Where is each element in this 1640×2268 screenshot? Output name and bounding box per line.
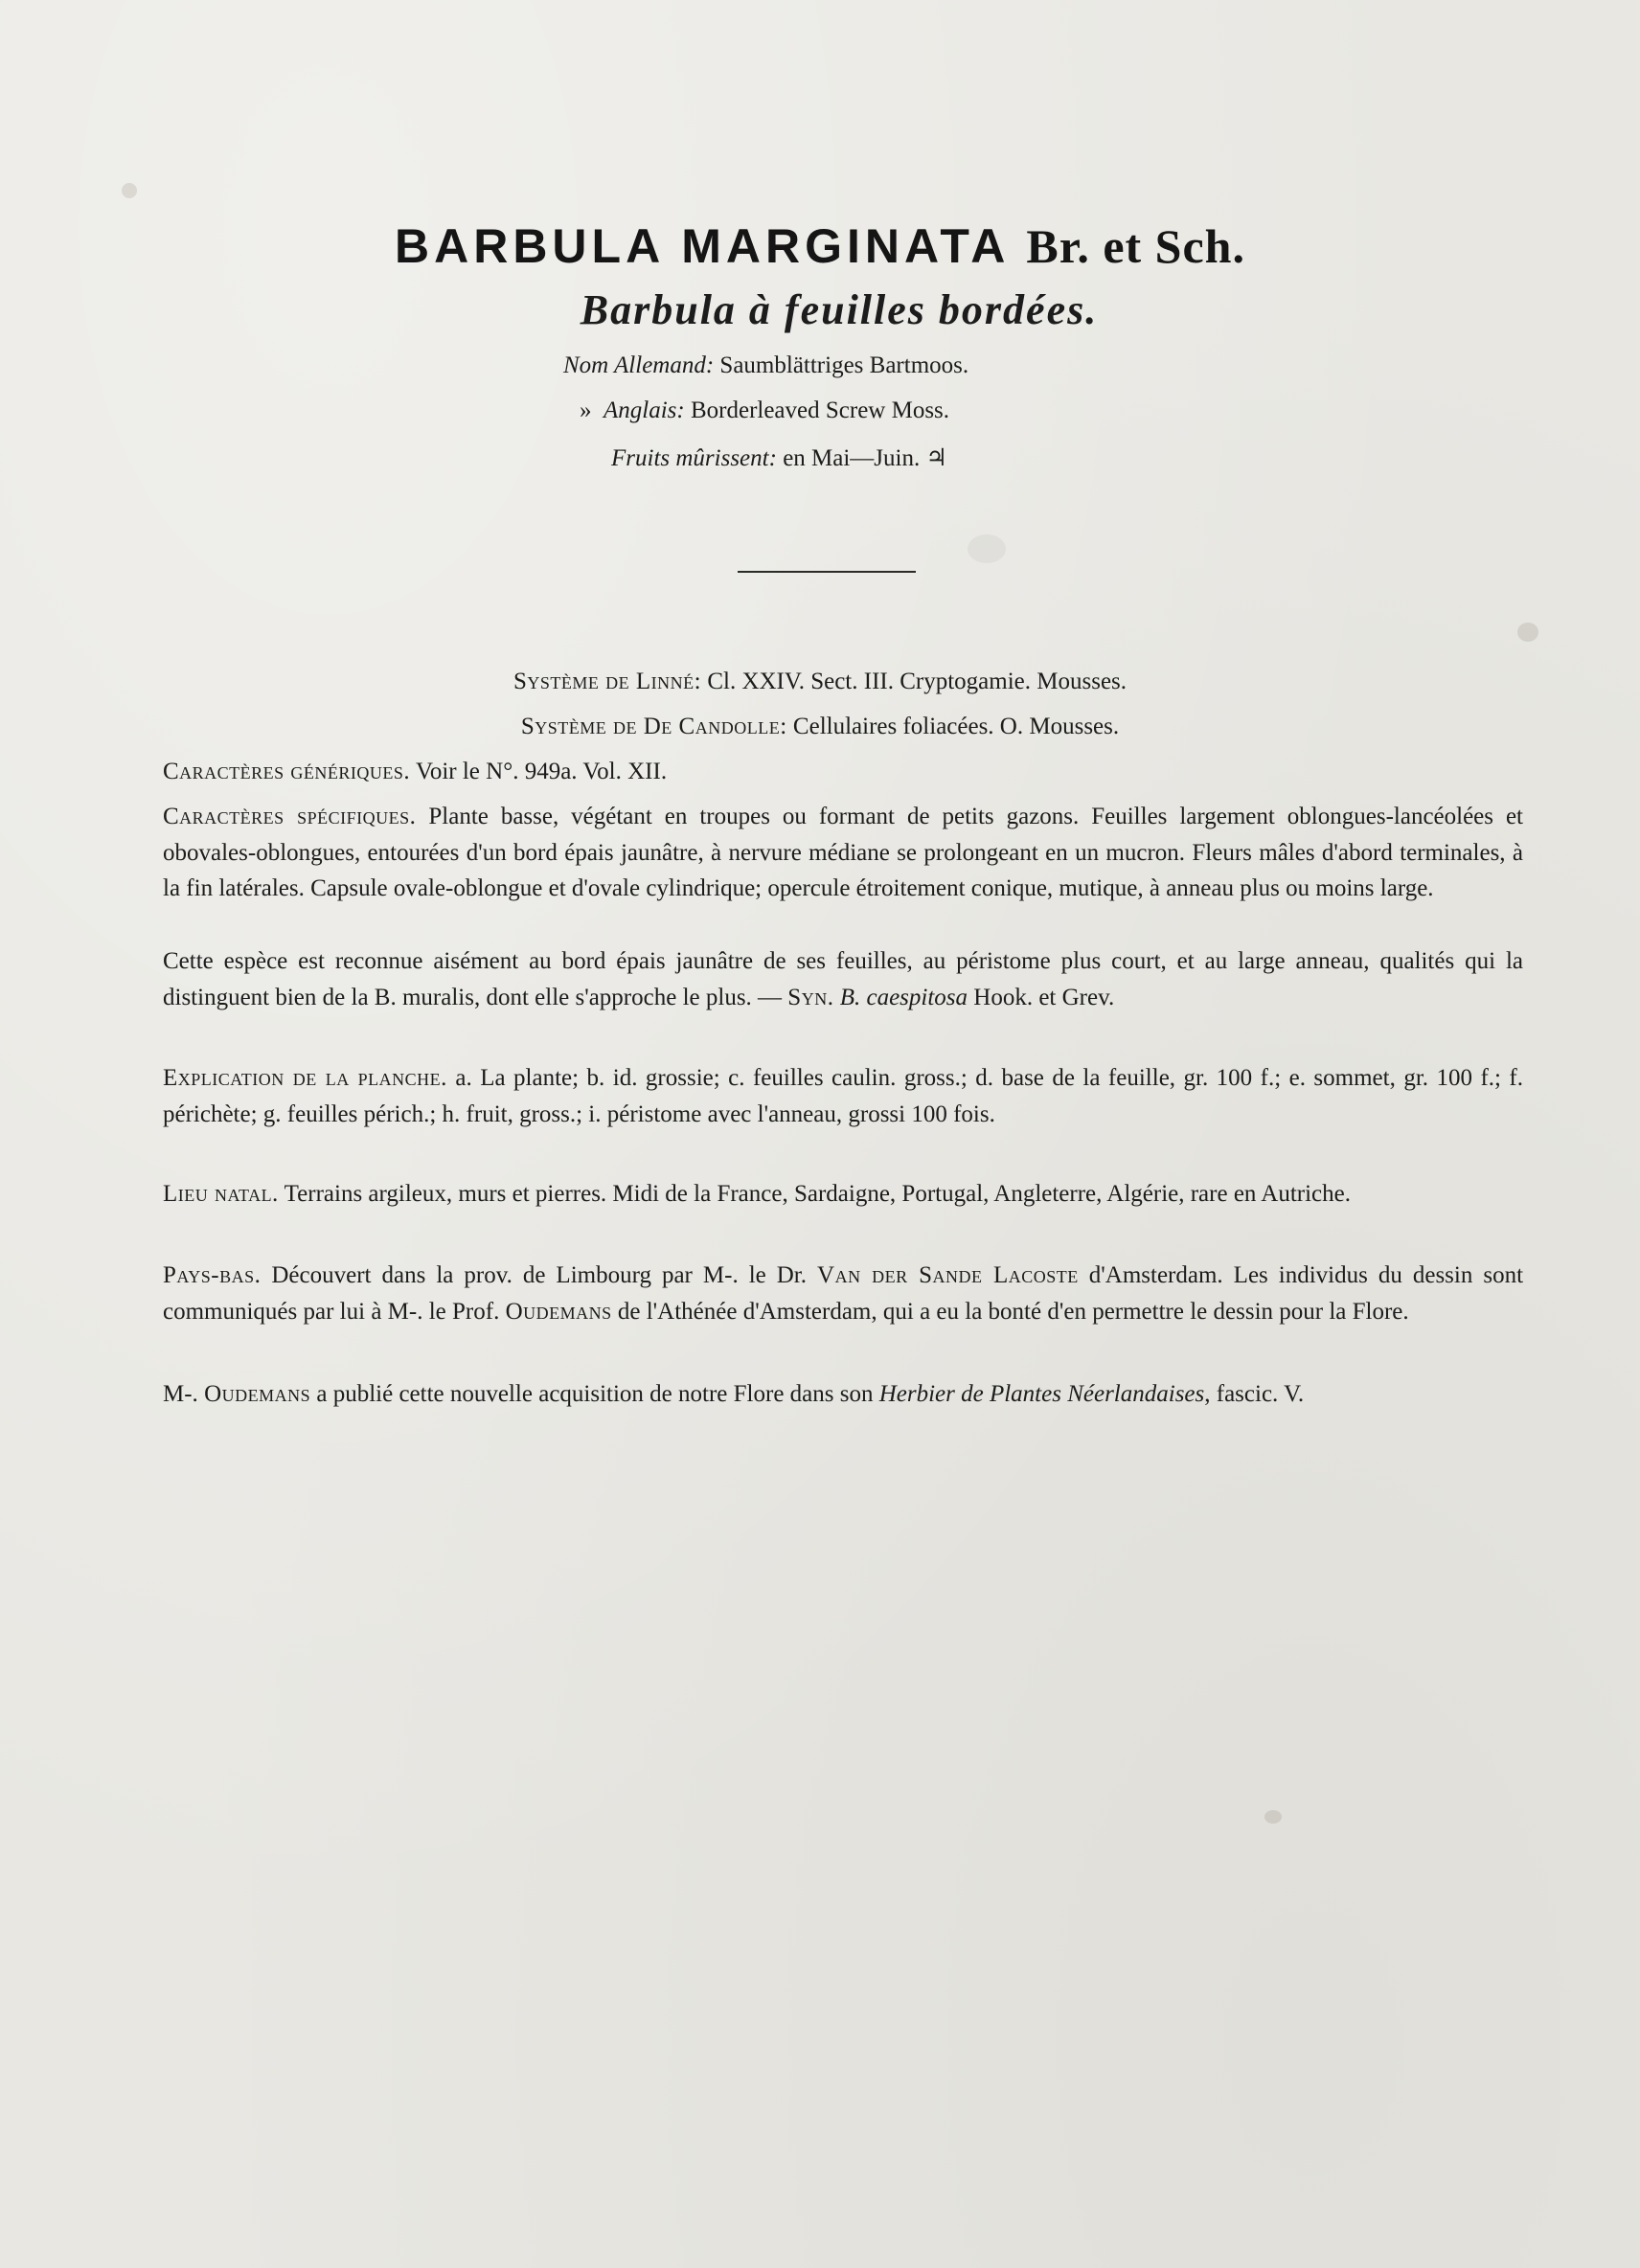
paper-spot — [1264, 1810, 1282, 1824]
name-label: Nom Allemand: — [563, 352, 715, 378]
paysbas-text-2: d'Amsterdam. Les individus du dessin sont communiqués par lui à M-. le Prof. — [163, 1262, 1524, 1325]
paper-spot — [1517, 623, 1538, 642]
system-linne-value: Cl. XXIV. Sect. III. Cryptogamie. Mousses. — [707, 669, 1128, 694]
divider-rule — [738, 571, 916, 573]
name-prefix: » — [580, 397, 592, 423]
system-candolle — [0, 713, 1640, 741]
specifiques-text: Plante basse, végétant en troupes ou formant de petits gazons. Feuilles largement oblongues-lancéolées et obovales-oblongues, entourées d'un bord épais jaunâtre, à nervure médiane se prolongeant en un mucron. Fleurs mâles d'abord terminales, à la fin latérales. Capsule ovale-oblongue et d'ovale cylindrique; opercule étroitement conique, mutique, à anneau plus ou moins large. — [163, 804, 1523, 901]
section-specifiques — [163, 799, 1523, 907]
syn-species: B. caespitosa — [839, 984, 968, 1010]
name-value: Borderleaved Screw Moss. — [690, 397, 950, 423]
paysbas-text-3: de l'Athénée d'Amsterdam, qui a eu la bonté d'en permettre le dessin pour la Flore. — [617, 1298, 1409, 1325]
lieu-text: Terrains argileux, murs et pierres. Midi de la France, Sardaigne, Portugal, Angleterre, Algérie, rare en Autriche. — [284, 1181, 1352, 1207]
system-linne — [0, 668, 1640, 696]
page-subtitle: Barbula à feuilles bordées. — [580, 286, 1099, 333]
system-candolle-label: Système de De Candolle: — [520, 714, 787, 739]
paysbas-name-2: Oudemans — [505, 1298, 612, 1325]
paysbas-name-1: Van der Sande Lacoste — [817, 1262, 1079, 1288]
paper-spot — [968, 534, 1006, 563]
paysbas-label: Pays-bas. — [163, 1262, 262, 1288]
section-paysbas — [163, 1258, 1523, 1329]
page-title — [0, 216, 1640, 276]
system-candolle-value: Cellulaires foliacées. O. Mousses. — [792, 714, 1120, 739]
specifiques-label: Caractères spécifiques. — [163, 804, 417, 829]
title-authors: Br. et Sch. — [1026, 219, 1245, 273]
name-line-german — [563, 352, 1234, 380]
name-label: Fruits mûrissent: — [611, 445, 777, 471]
generiques-label: Caractères génériques. — [163, 759, 411, 784]
name-line-fruits — [611, 444, 1282, 473]
section-espece — [163, 943, 1523, 1015]
paper-spot — [122, 183, 137, 198]
section-lieu — [163, 1176, 1523, 1213]
final-work: Herbier de Plantes Néerlandaises — [878, 1381, 1205, 1407]
explication-text: a. La plante; b. id. grossie; c. feuilles caulin. gross.; d. base de la feuille, gr. 100 f.; e. sommet, gr. 100 f.; f. périchète; g. feuilles périch.; h. fruit, gross.; i. péristome avec l'anneau, grossi 100 fois. — [163, 1065, 1524, 1127]
name-value: Saumblättriges Bartmoos. — [719, 352, 969, 378]
name-value: en Mai—Juin. ♃ — [783, 445, 947, 471]
section-final — [163, 1376, 1523, 1413]
system-linne-label: Système de Linné: — [512, 669, 702, 694]
syn-authors: Hook. et Grev. — [973, 984, 1115, 1010]
explication-label: Explication de la planche. — [163, 1065, 447, 1091]
final-prefix: M-. — [163, 1381, 198, 1407]
section-explication — [163, 1060, 1523, 1132]
generiques-text: Voir le N°. 949a. Vol. XII. — [416, 759, 668, 784]
final-name: Oudemans — [204, 1381, 311, 1407]
final-text: a publié cette nouvelle acquisition de notre Flore dans son — [316, 1381, 874, 1407]
espece-text: Cette espèce est reconnue aisément au bord épais jaunâtre de ses feuilles, au péristome plus court, et au large anneau, qualités qui la distinguent bien de la B. muralis, dont elle s'approche le plus. — — [163, 948, 1523, 1010]
title-genus-species: BARBULA MARGINATA — [395, 219, 1009, 273]
section-generiques — [163, 754, 1523, 790]
name-label: Anglais: — [604, 397, 685, 423]
paysbas-text-1: Découvert dans la prov. de Limbourg par M-. le Dr. — [271, 1262, 807, 1288]
name-line-english — [580, 397, 1250, 425]
final-end: , fascic. V. — [1204, 1381, 1305, 1407]
syn-label: Syn. — [787, 984, 834, 1010]
lieu-label: Lieu natal. — [163, 1181, 279, 1207]
